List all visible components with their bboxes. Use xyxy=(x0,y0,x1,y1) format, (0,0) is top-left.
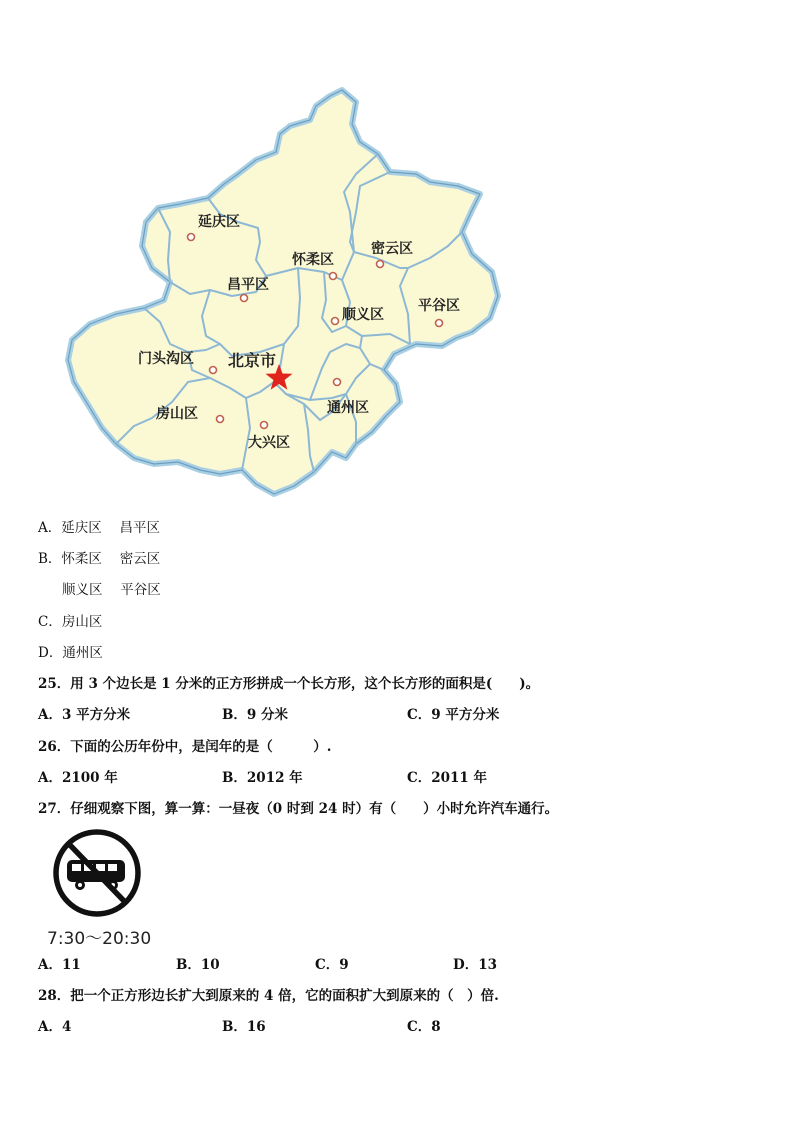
shunyi-dot xyxy=(332,318,339,325)
label-miyun: 密云区 xyxy=(371,241,413,257)
changping-dot xyxy=(241,295,248,302)
label-huairou: 怀柔区 xyxy=(292,252,334,268)
label-yanqing: 延庆区 xyxy=(198,214,240,230)
pinggu-dot xyxy=(436,320,443,327)
q24-option-d: D．通州区 xyxy=(38,645,103,661)
label-changping: 昌平区 xyxy=(227,277,269,293)
q24-option-b: B．怀柔区 密云区 xyxy=(38,551,161,567)
q26-option-b: B．2012 年 xyxy=(222,770,303,786)
q28-option-b: B．16 xyxy=(222,1019,266,1035)
mentougou-dot xyxy=(210,367,217,374)
huairou-dot xyxy=(330,273,337,280)
no-bus-sign-icon xyxy=(44,826,150,922)
q28-option-c: C．8 xyxy=(407,1019,441,1035)
q27-option-a: A．11 xyxy=(38,957,81,973)
tongzhou-dot xyxy=(334,379,341,386)
q27-option-c: C．9 xyxy=(315,957,349,973)
beijing-map xyxy=(60,82,540,502)
fangshan-dot xyxy=(217,416,224,423)
daxing-dot xyxy=(261,422,268,429)
q27-option-d: D．13 xyxy=(453,957,497,973)
label-pinggu: 平谷区 xyxy=(418,298,460,314)
q26-option-a: A．2100 年 xyxy=(38,770,118,786)
q24-option-c: C．房山区 xyxy=(38,614,103,630)
q25-stem: 25．用 3 个边长是 1 分米的正方形拼成一个长方形，这个长方形的面积是( )。 xyxy=(38,676,540,692)
q26-stem: 26．下面的公历年份中，是闰年的是（ ）. xyxy=(38,739,332,755)
yanqing-dot xyxy=(188,234,195,241)
label-shunyi: 顺义区 xyxy=(342,307,384,323)
q25-option-b: B．9 分米 xyxy=(222,707,289,723)
q24-option-b-continued: 顺义区 平谷区 xyxy=(62,582,161,598)
sign-time-range: 7:30～20:30 xyxy=(47,929,152,949)
label-daxing: 大兴区 xyxy=(248,435,290,451)
map-graphic xyxy=(60,82,540,502)
q27-option-b: B．10 xyxy=(176,957,220,973)
q28-stem: 28．把一个正方形边长扩大到原来的 4 倍，它的面积扩大到原来的（ ）倍. xyxy=(38,988,499,1004)
label-mentougou: 门头沟区 xyxy=(138,351,194,367)
label-fangshan: 房山区 xyxy=(156,406,198,422)
q25-option-c: C．9 平方分米 xyxy=(407,707,500,723)
q26-option-c: C．2011 年 xyxy=(407,770,488,786)
q25-option-a: A．3 平方分米 xyxy=(38,707,131,723)
q27-stem: 27．仔细观察下图，算一算：一昼夜（0 时到 24 时）有（ ）小时允许汽车通行。 xyxy=(38,801,559,817)
miyun-dot xyxy=(377,261,384,268)
label-beijing-city: 北京市 xyxy=(228,351,277,370)
q24-option-a: A．延庆区 昌平区 xyxy=(38,520,161,536)
no-bus-sign xyxy=(44,826,154,949)
q28-option-a: A．4 xyxy=(38,1019,72,1035)
label-tongzhou: 通州区 xyxy=(327,400,369,416)
